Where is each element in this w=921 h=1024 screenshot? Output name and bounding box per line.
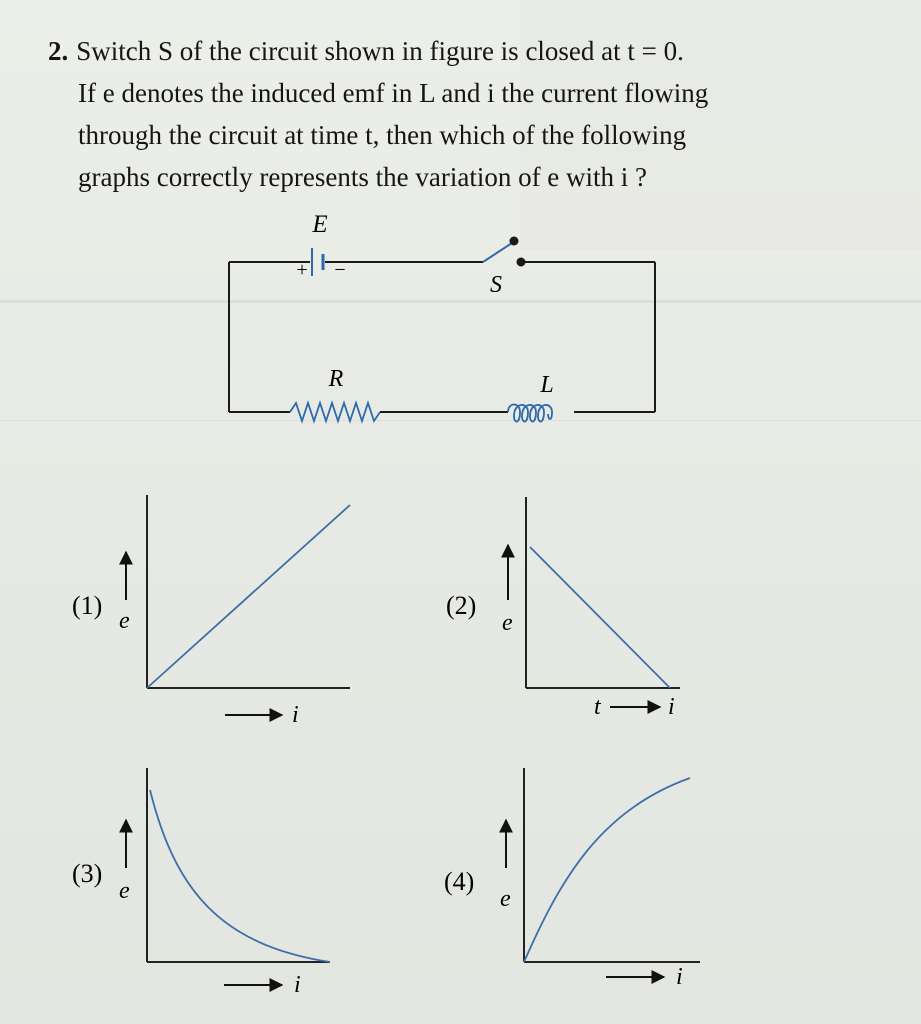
option-1-y-label: e	[119, 608, 130, 634]
option-3-x-label: i	[294, 972, 301, 998]
option-2-y-label: e	[502, 610, 513, 636]
battery-label: E	[312, 211, 328, 238]
battery-minus: −	[334, 259, 346, 281]
switch-label: S	[490, 272, 502, 298]
option-2-curve	[530, 547, 670, 688]
option-1-graph	[72, 495, 350, 728]
option-4-label: (4)	[444, 867, 475, 896]
option-2-x-label: i	[668, 694, 675, 720]
option-4-y-label: e	[500, 886, 511, 912]
inductor-label: L	[540, 372, 554, 398]
resistor-label: R	[328, 366, 344, 392]
option-4-curve	[524, 778, 690, 962]
option-3-y-label: e	[119, 878, 130, 904]
question-line-2: If e denotes the induced emf in L and i the current flowing	[78, 78, 709, 108]
battery-plus: +	[296, 259, 308, 281]
option-3-label: (3)	[72, 859, 103, 888]
option-2-label: (2)	[446, 591, 477, 620]
question-line-1: Switch S of the circuit shown in figure is closed at t = 0.	[76, 36, 684, 66]
option-2-x-prefix: t	[594, 694, 601, 720]
option-1-curve	[147, 505, 350, 688]
option-3-graph	[72, 768, 330, 998]
question-line-4: graphs correctly represents the variation of e with i ?	[78, 162, 648, 192]
question-number: 2.	[48, 36, 69, 66]
option-1-label: (1)	[72, 591, 103, 620]
option-4-graph	[444, 768, 700, 990]
option-3-curve	[150, 790, 330, 962]
question-line-3: through the circuit at time t, then which of the following	[78, 120, 687, 150]
option-4-x-label: i	[676, 964, 683, 990]
option-2-graph	[446, 497, 680, 720]
option-1-x-label: i	[292, 702, 299, 728]
